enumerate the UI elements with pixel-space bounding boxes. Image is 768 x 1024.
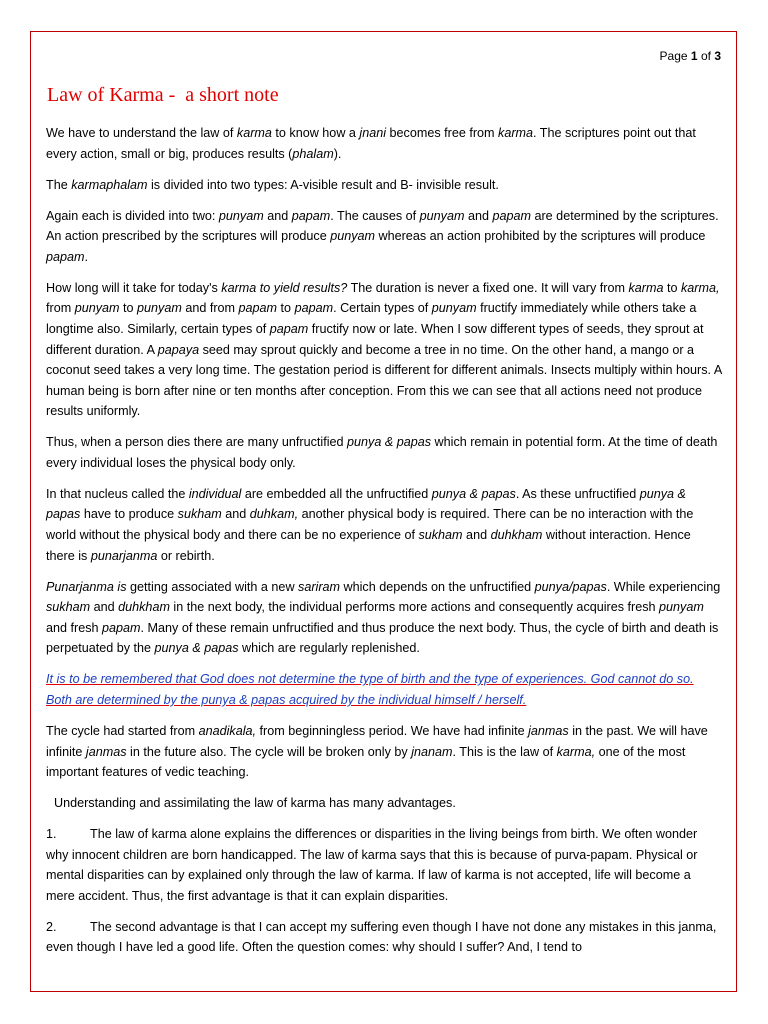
paragraph-7: Punarjanma is getting associated with a new sariram which depends on the unfructified punya/papas. While experiencing sukham and duhkham in the next body, the individual performs more actions and consequently acquires fresh punyam and fresh papam. Many of these remain unfructified and thus produce the next body. Thus, the cycle of birth and death is perpetuated by the punya & papas which are regularly replenished. [46,579,721,656]
paragraph-4: How long will it take for today's karma to yield results? The duration is never a fixed one. It will vary from karma to karma, from punyam to punyam and from papam to papam. Certain types of punyam fructify immediately while others take a longtime also. Similarly, certain types of papam fructify now or late. When I sow different types of seeds, they sprout at different duration. A papaya seed may sprout quickly and become a tree in no time. On the other hand, a mango or a coconut seed takes a very long time. The gestation period is different for different animals. Insects multiply within hours. A human being is born after nine or ten months after conception. From this we can see that all actions need not produce results uniformly. [46,280,722,419]
item-number: 2. [46,919,57,934]
page-number: Page 1 of 3 [659,49,721,63]
highlighted-note: It is to be remembered that God does not determine the type of birth and the type of experiences. God cannot do so. Both are determined by the punya & papas acquired by the individual himself / herself. [46,672,694,707]
paragraph-3: Again each is divided into two: punyam and papam. The causes of punyam and papam are determined by the scriptures. An action prescribed by the scriptures will produce punyam whereas an action prohibited by the scriptures will produce papam. [46,208,719,264]
paragraph-9: Understanding and assimilating the law of karma has many advantages. [54,796,456,811]
paragraph-2: The karmaphalam is divided into two types: A-visible result and B- invisible result. [46,177,499,192]
item-text: The second advantage is that I can accept my suffering even though I have not done any mistakes in this janma, even though I have led a good life. Often the question comes: why should I suffer? And, I tend to [46,919,717,955]
numbered-item-2 [46,917,722,958]
item-number: 1. [46,827,57,842]
item-text: The law of karma alone explains the differences or disparities in the living beings from birth. We often wonder why innocent children are born handicapped. The law of karma says that this is because of purva-papam. Physical or mental disparities can by explained only through the law of karma. If law of karma is not accepted, life will become a mere accident. Thus, the first advantage is that it can explain disparities. [46,827,698,903]
paragraph-8: The cycle had started from anadikala, from beginningless period. We have had infinite janmas in the past. We will have infinite janmas in the future also. The cycle will be broken only by jnanam. This is the law of karma, one of the most important features of vedic teaching. [46,723,708,780]
paragraph-1: We have to understand the law of karma to know how a jnani becomes free from karma. The scriptures point out that every action, small or big, produces results (phalam). [46,126,696,161]
paragraph-6: In that nucleus called the individual are embedded all the unfructified punya & papas. As these unfructified punya & papas have to produce sukham and duhkam, another physical body is required. There can be no interaction with the world without the physical body and there can be no experience of sukham and duhkham without interaction. Hence there is punarjanma or rebirth. [46,486,694,563]
paragraph-5: Thus, when a person dies there are many unfructified punya & papas which remain in potential form. At the time of death every individual loses the physical body only. [46,435,718,470]
document-title: Law of Karma - a short note [47,84,279,106]
numbered-item-1 [46,824,722,906]
document-body [46,123,722,968]
